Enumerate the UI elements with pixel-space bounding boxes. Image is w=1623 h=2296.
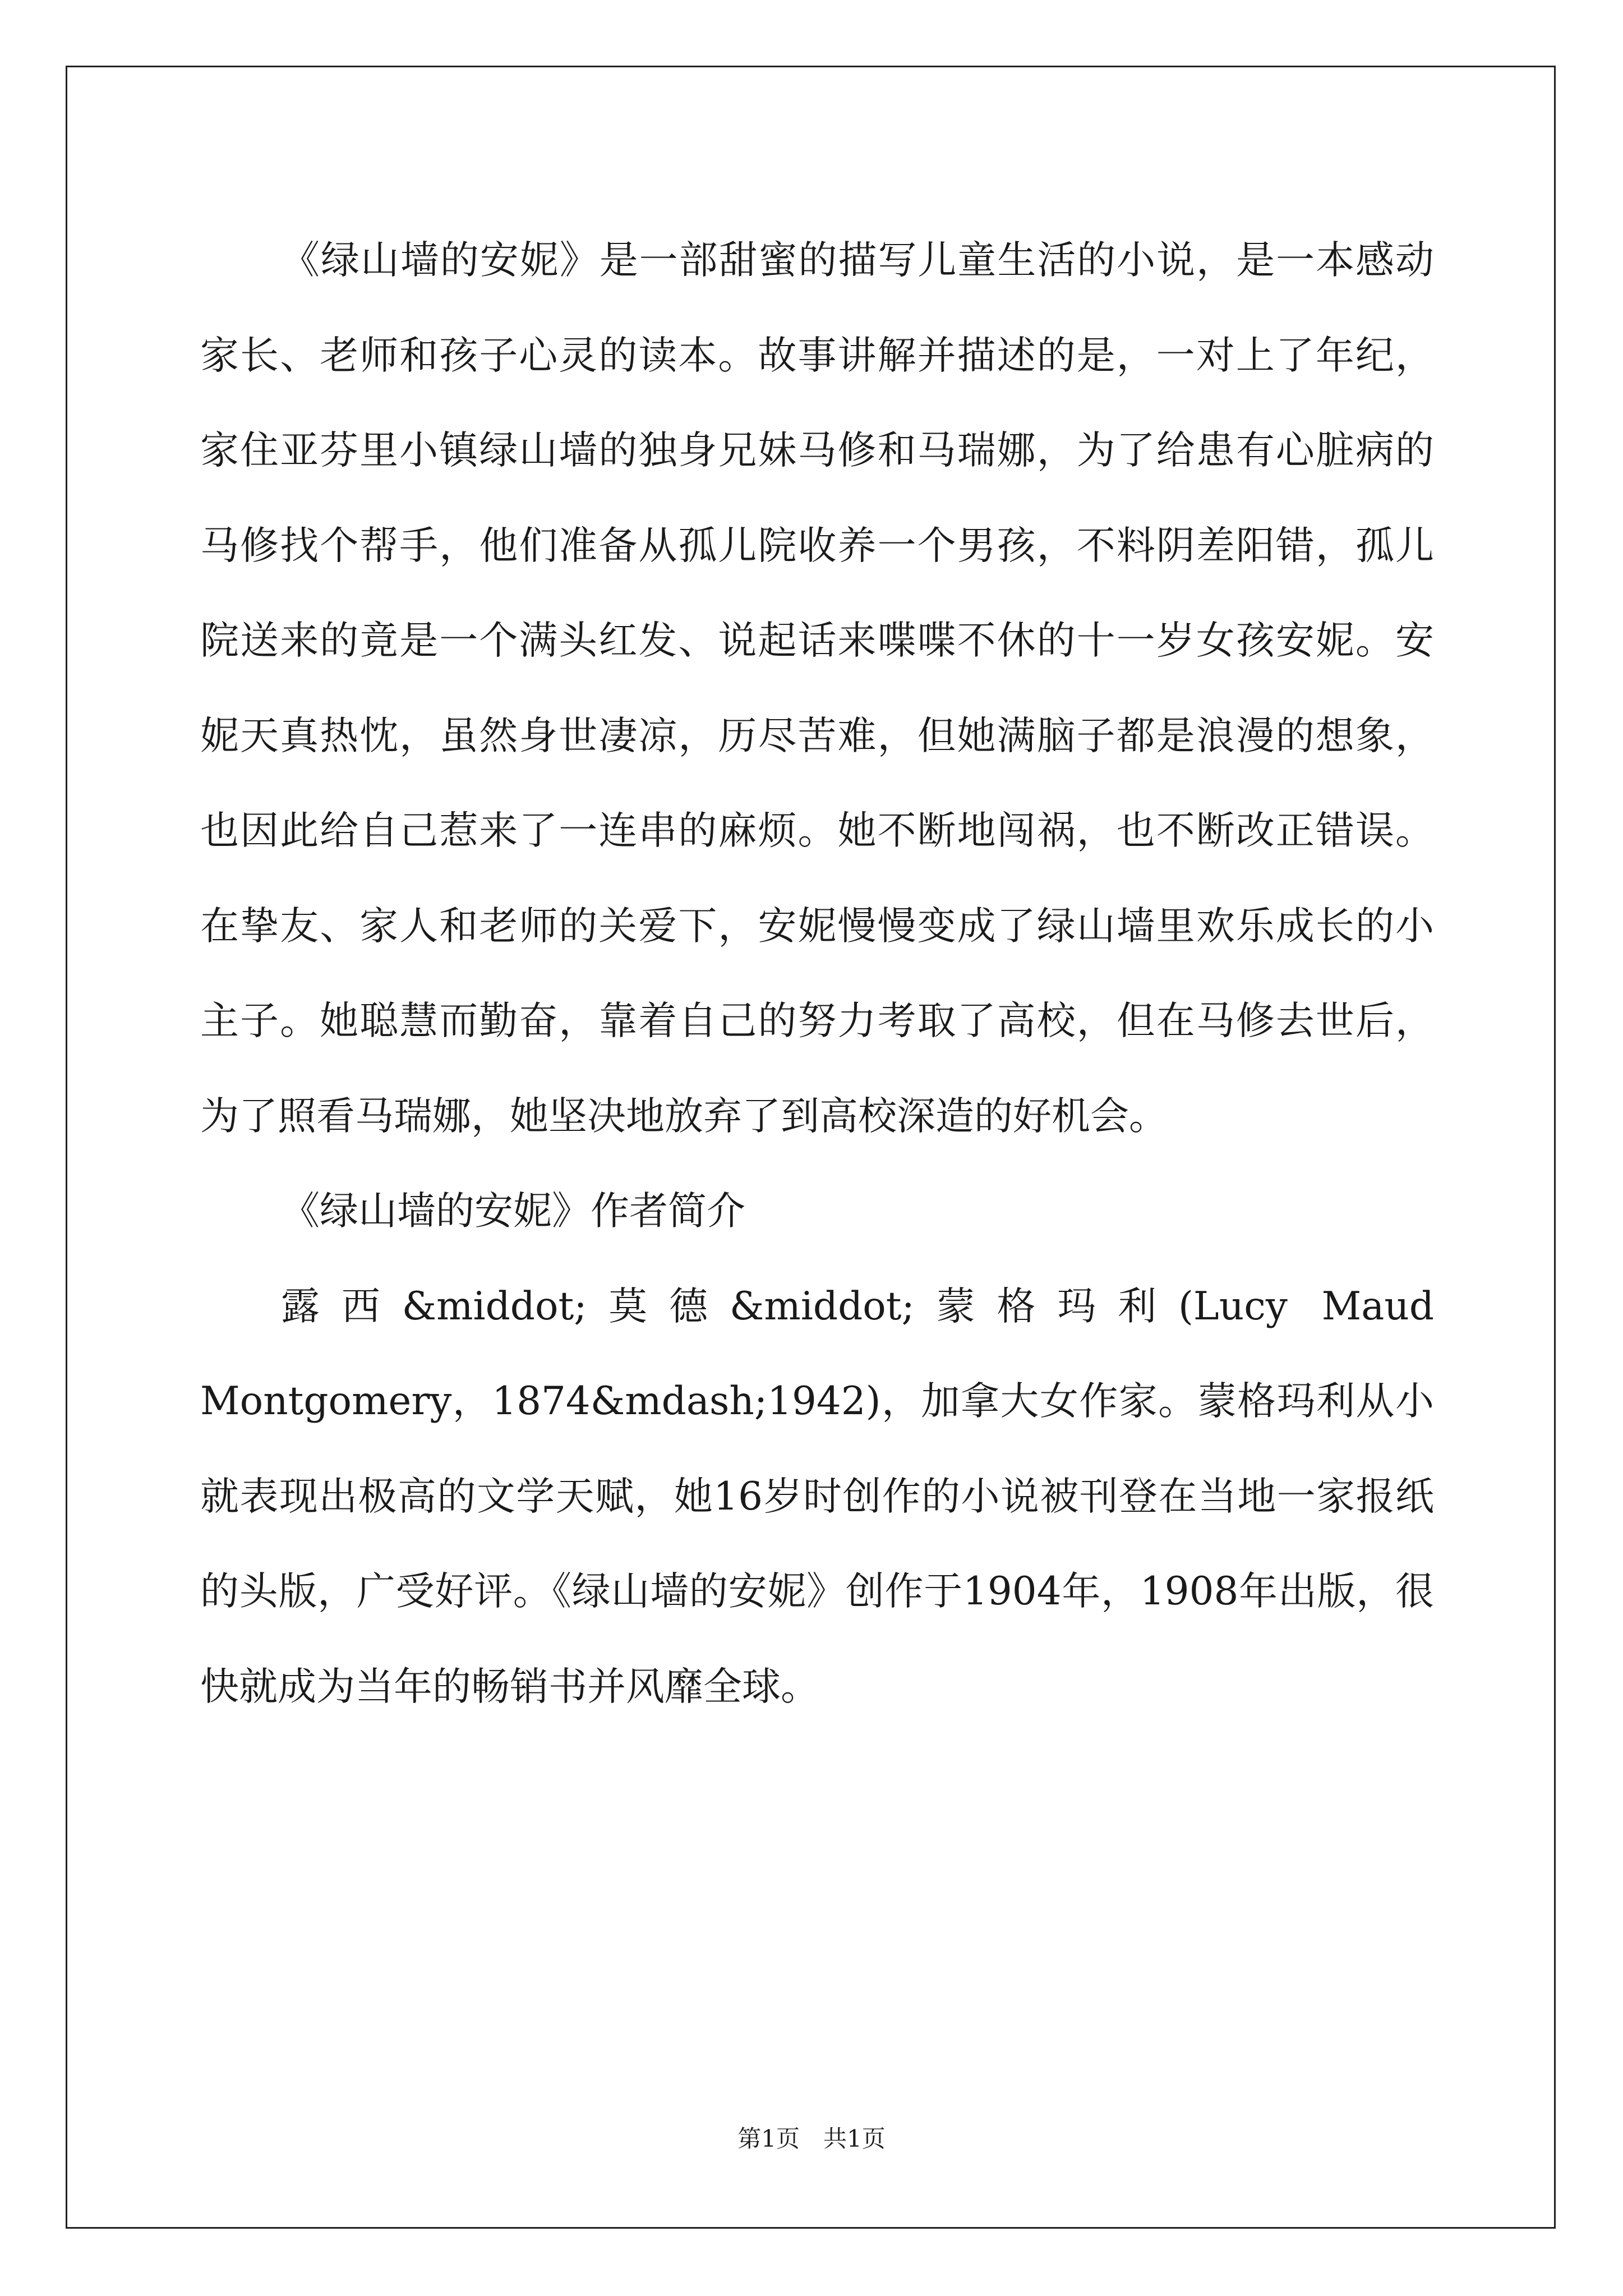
- paragraph-author-heading: 《绿山墙的安妮》作者简介: [281, 1189, 745, 1234]
- page-footer: 第1页 共1页: [737, 2125, 886, 2152]
- paragraph-author-bio: 露西&middot;莫德&middot;蒙格玛利(Lucy Maud Montgomery，1874&mdash;1942)，加拿大女作家。蒙格玛利从小就表现出极高的文学天赋，她16岁时创作的小说被刊登在当地一家报纸的头版，广受好评。《绿山墙的安妮》创作于1904年，1908年出版，很快就成为当年的畅销书并风靡全球。: [200, 1283, 1434, 1709]
- paragraph-synopsis: 《绿山墙的安妮》是一部甜蜜的描写儿童生活的小说，是一本感动家长、老师和孩子心灵的读本。故事讲解并描述的是，一对上了年纪，家住亚芬里小镇绿山墙的独身兄妹马修和马瑞娜，为了给患有心脏病的马修找个帮手，他们准备从孤儿院收养一个男孩，不料阴差阳错，孤儿院送来的竟是一个满头红发、说起话来喋喋不休的十一岁女孩安妮。安妮天真热忱，虽然身世凄凉，历尽苦难，但她满脑子都是浪漫的想象，也因此给自己惹来了一连串的麻烦。她不断地闯祸，也不断改正错误。在挚友、家人和老师的关爱下，安妮慢慢变成了绿山墙里欢乐成长的小主子。她聪慧而勤奋，靠着自己的努力考取了高校，但在马修去世后，为了照看马瑞娜，她坚决地放弃了到高校深造的好机会。: [200, 238, 1434, 1139]
- document-body: [200, 213, 1434, 1734]
